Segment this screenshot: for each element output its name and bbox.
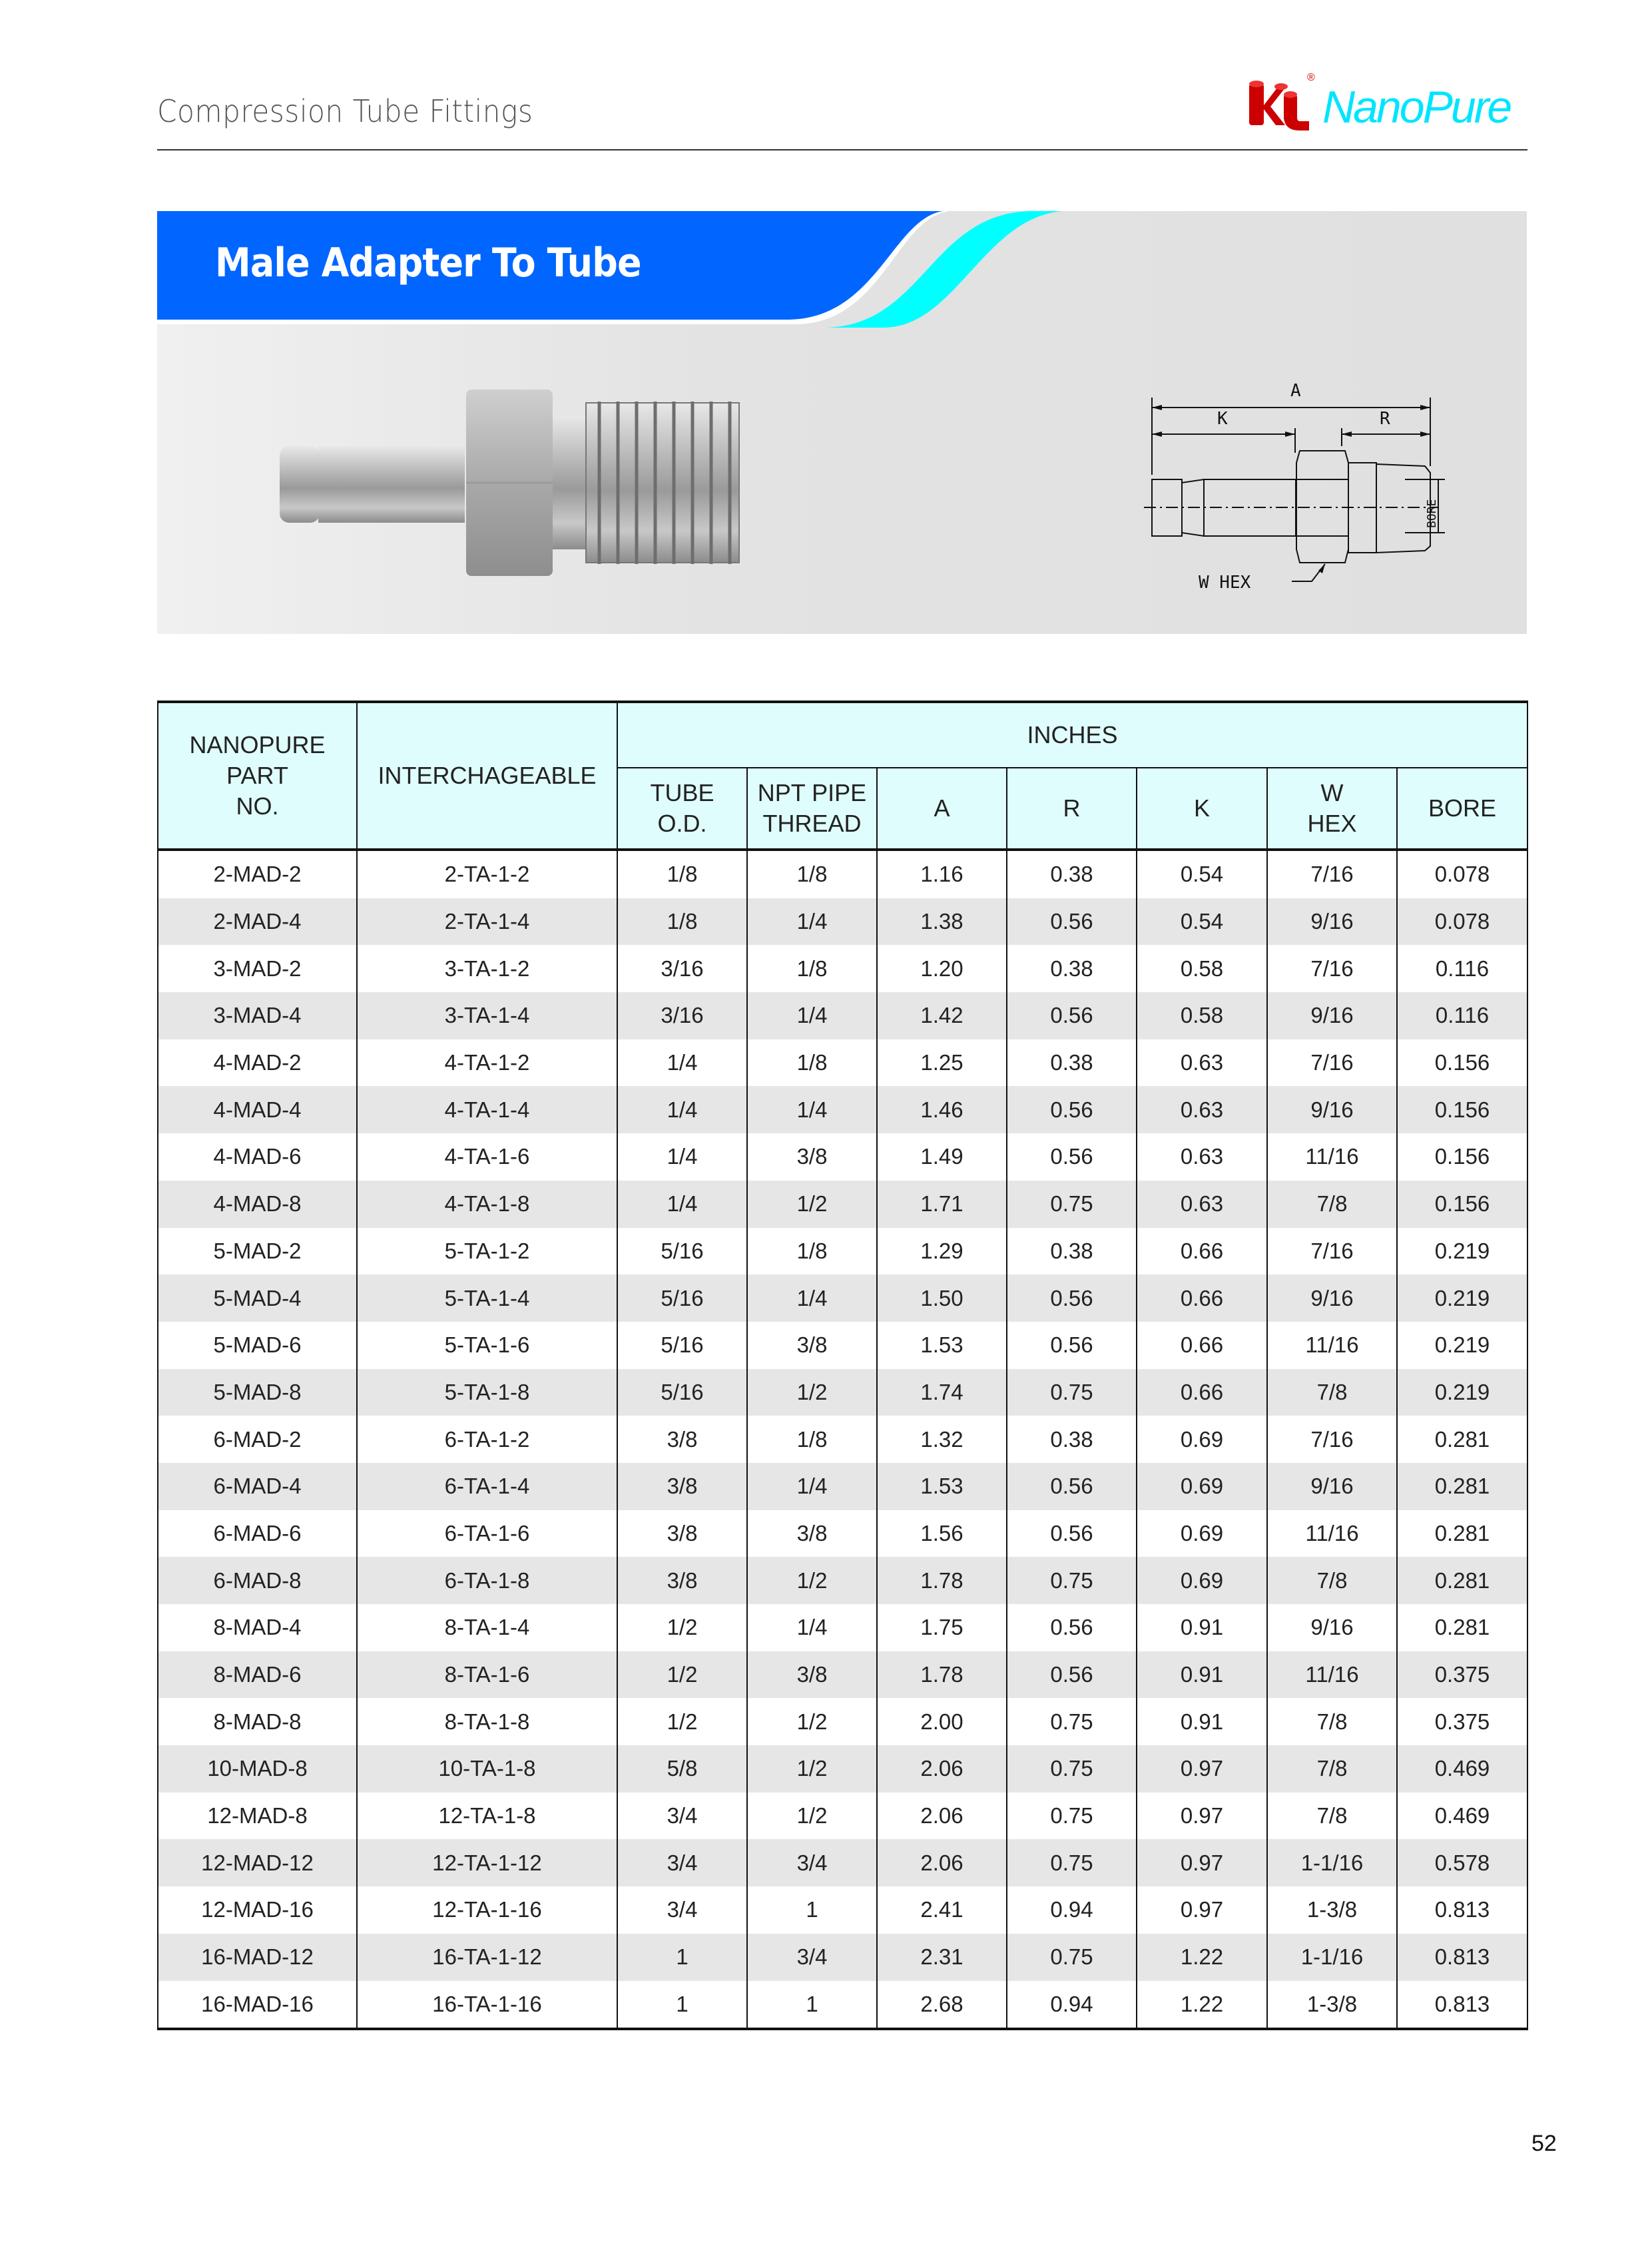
cell-k: 0.66 <box>1137 1228 1267 1275</box>
cell-bore: 0.281 <box>1397 1463 1527 1510</box>
cell-tube-od: 3/8 <box>617 1463 747 1510</box>
table-row <box>158 1557 1527 1604</box>
cell-npt-thread: 3/8 <box>747 1322 877 1369</box>
cell-part-no: 12-MAD-12 <box>158 1839 357 1886</box>
cell-npt-thread: 1/8 <box>747 850 877 898</box>
cell-interchangeable: 16-TA-1-12 <box>357 1934 617 1981</box>
cell-r: 0.56 <box>1007 1086 1137 1133</box>
cell-a: 1.46 <box>877 1086 1007 1133</box>
cell-k: 0.91 <box>1137 1698 1267 1745</box>
page-number: 52 <box>1531 2131 1557 2156</box>
table-row <box>158 1839 1527 1886</box>
cell-tube-od: 5/16 <box>617 1274 747 1322</box>
section-title: Compression Tube Fittings <box>157 93 533 129</box>
cell-bore: 0.281 <box>1397 1510 1527 1557</box>
header-inches: INCHES <box>617 702 1527 768</box>
cell-npt-thread: 3/8 <box>747 1651 877 1699</box>
table-row <box>158 1181 1527 1228</box>
label-a: A <box>1290 381 1301 401</box>
cell-tube-od: 3/8 <box>617 1557 747 1604</box>
cell-bore: 0.219 <box>1397 1274 1527 1322</box>
cell-w-hex: 7/16 <box>1267 945 1397 992</box>
cell-a: 1.25 <box>877 1039 1007 1087</box>
cell-bore: 0.281 <box>1397 1557 1527 1604</box>
cell-k: 0.63 <box>1137 1133 1267 1181</box>
cell-w-hex: 7/8 <box>1267 1369 1397 1416</box>
cell-bore: 0.578 <box>1397 1839 1527 1886</box>
cell-a: 1.20 <box>877 945 1007 992</box>
cell-w-hex: 7/8 <box>1267 1557 1397 1604</box>
cell-bore: 0.078 <box>1397 898 1527 946</box>
cell-part-no: 6-MAD-4 <box>158 1463 357 1510</box>
cell-a: 1.16 <box>877 850 1007 898</box>
cell-r: 0.75 <box>1007 1839 1137 1886</box>
cell-r: 0.56 <box>1007 898 1137 946</box>
cell-a: 2.00 <box>877 1698 1007 1745</box>
table-row <box>158 1086 1527 1133</box>
cell-part-no: 6-MAD-8 <box>158 1557 357 1604</box>
table-row <box>158 1651 1527 1699</box>
cell-w-hex: 9/16 <box>1267 1274 1397 1322</box>
registered-mark: ® <box>1307 72 1315 83</box>
cell-bore: 0.281 <box>1397 1604 1527 1651</box>
cell-a: 2.68 <box>877 1981 1007 2030</box>
table-row <box>158 1793 1527 1840</box>
product-photo <box>266 383 786 583</box>
cell-w-hex: 9/16 <box>1267 898 1397 946</box>
cell-tube-od: 3/8 <box>617 1416 747 1463</box>
cell-k: 0.69 <box>1137 1416 1267 1463</box>
cell-tube-od: 1/8 <box>617 898 747 946</box>
cell-k: 0.63 <box>1137 1039 1267 1087</box>
cell-part-no: 12-MAD-16 <box>158 1886 357 1934</box>
cell-k: 0.66 <box>1137 1369 1267 1416</box>
cell-bore: 0.116 <box>1397 945 1527 992</box>
cell-npt-thread: 1/2 <box>747 1793 877 1840</box>
cell-r: 0.94 <box>1007 1981 1137 2030</box>
cell-interchangeable: 4-TA-1-2 <box>357 1039 617 1087</box>
cell-npt-thread: 1/8 <box>747 945 877 992</box>
cell-a: 1.78 <box>877 1557 1007 1604</box>
spec-table-body <box>158 850 1527 2029</box>
cell-npt-thread: 1/2 <box>747 1557 877 1604</box>
cell-tube-od: 1 <box>617 1934 747 1981</box>
cell-w-hex: 11/16 <box>1267 1133 1397 1181</box>
cell-k: 0.69 <box>1137 1463 1267 1510</box>
cell-interchangeable: 12-TA-1-12 <box>357 1839 617 1886</box>
header-tube-od: TUBE O.D. <box>617 768 747 850</box>
cell-a: 2.41 <box>877 1886 1007 1934</box>
cell-tube-od: 3/4 <box>617 1886 747 1934</box>
cell-r: 0.38 <box>1007 1039 1137 1087</box>
cell-interchangeable: 3-TA-1-2 <box>357 945 617 992</box>
cell-part-no: 5-MAD-4 <box>158 1274 357 1322</box>
cell-part-no: 16-MAD-12 <box>158 1934 357 1981</box>
table-row <box>158 1981 1527 2030</box>
table-row <box>158 1510 1527 1557</box>
table-row <box>158 1039 1527 1087</box>
table-row <box>158 1934 1527 1981</box>
cell-part-no: 12-MAD-8 <box>158 1793 357 1840</box>
cell-r: 0.75 <box>1007 1369 1137 1416</box>
table-row <box>158 850 1527 898</box>
cell-r: 0.38 <box>1007 850 1137 898</box>
cell-a: 1.75 <box>877 1604 1007 1651</box>
cell-interchangeable: 6-TA-1-4 <box>357 1463 617 1510</box>
cell-w-hex: 1-3/8 <box>1267 1886 1397 1934</box>
table-row <box>158 1698 1527 1745</box>
cell-r: 0.75 <box>1007 1934 1137 1981</box>
table-row <box>158 1133 1527 1181</box>
cell-tube-od: 1/2 <box>617 1698 747 1745</box>
cell-part-no: 3-MAD-4 <box>158 992 357 1039</box>
cell-npt-thread: 1/4 <box>747 1604 877 1651</box>
cell-npt-thread: 1/8 <box>747 1039 877 1087</box>
cell-r: 0.75 <box>1007 1745 1137 1793</box>
cell-r: 0.75 <box>1007 1793 1137 1840</box>
cell-r: 0.56 <box>1007 1274 1137 1322</box>
cell-w-hex: 7/16 <box>1267 1416 1397 1463</box>
cell-tube-od: 1/4 <box>617 1133 747 1181</box>
table-row <box>158 1228 1527 1275</box>
header-a: A <box>877 768 1007 850</box>
cell-r: 0.56 <box>1007 1463 1137 1510</box>
cell-w-hex: 11/16 <box>1267 1510 1397 1557</box>
cell-r: 0.56 <box>1007 1604 1137 1651</box>
cell-r: 0.38 <box>1007 945 1137 992</box>
cell-w-hex: 9/16 <box>1267 1463 1397 1510</box>
cell-npt-thread: 1/4 <box>747 1086 877 1133</box>
cell-bore: 0.156 <box>1397 1133 1527 1181</box>
cell-npt-thread: 1/4 <box>747 1463 877 1510</box>
cell-w-hex: 7/16 <box>1267 1039 1397 1087</box>
cell-w-hex: 7/16 <box>1267 1228 1397 1275</box>
cell-tube-od: 1/4 <box>617 1181 747 1228</box>
cell-tube-od: 1/4 <box>617 1039 747 1087</box>
label-k: K <box>1217 409 1228 429</box>
cell-interchangeable: 12-TA-1-16 <box>357 1886 617 1934</box>
cell-a: 2.06 <box>877 1839 1007 1886</box>
cell-k: 0.66 <box>1137 1274 1267 1322</box>
cell-npt-thread: 1/4 <box>747 1274 877 1322</box>
cell-part-no: 5-MAD-8 <box>158 1369 357 1416</box>
cell-interchangeable: 2-TA-1-4 <box>357 898 617 946</box>
cell-a: 2.31 <box>877 1934 1007 1981</box>
cell-tube-od: 3/4 <box>617 1839 747 1886</box>
cell-part-no: 2-MAD-2 <box>158 850 357 898</box>
cell-npt-thread: 1/4 <box>747 992 877 1039</box>
product-title: Male Adapter To Tube <box>215 240 641 286</box>
cell-r: 0.56 <box>1007 1651 1137 1699</box>
cell-bore: 0.156 <box>1397 1039 1527 1087</box>
cell-r: 0.75 <box>1007 1181 1137 1228</box>
cell-a: 2.06 <box>877 1745 1007 1793</box>
header-interchangeable: INTERCHAGEABLE <box>357 702 617 850</box>
cell-k: 0.91 <box>1137 1604 1267 1651</box>
cell-part-no: 16-MAD-16 <box>158 1981 357 2030</box>
cell-bore: 0.469 <box>1397 1793 1527 1840</box>
cell-w-hex: 9/16 <box>1267 1086 1397 1133</box>
label-w-hex: W HEX <box>1199 573 1251 589</box>
table-row <box>158 945 1527 992</box>
header-npt-thread: NPT PIPE THREAD <box>747 768 877 850</box>
cell-npt-thread: 1/8 <box>747 1416 877 1463</box>
cell-k: 0.97 <box>1137 1745 1267 1793</box>
cell-tube-od: 3/16 <box>617 992 747 1039</box>
brand-name: NanoPure <box>1322 82 1511 133</box>
cell-w-hex: 7/8 <box>1267 1793 1397 1840</box>
cell-part-no: 8-MAD-6 <box>158 1651 357 1699</box>
cell-npt-thread: 3/8 <box>747 1133 877 1181</box>
cell-bore: 0.469 <box>1397 1745 1527 1793</box>
cell-bore: 0.219 <box>1397 1369 1527 1416</box>
cell-w-hex: 1-1/16 <box>1267 1934 1397 1981</box>
cell-tube-od: 5/8 <box>617 1745 747 1793</box>
cell-tube-od: 5/16 <box>617 1322 747 1369</box>
header-part-no: NANOPURE PART NO. <box>158 702 357 850</box>
cell-w-hex: 9/16 <box>1267 992 1397 1039</box>
cell-k: 0.97 <box>1137 1886 1267 1934</box>
cell-npt-thread: 1 <box>747 1886 877 1934</box>
cell-a: 1.74 <box>877 1369 1007 1416</box>
cell-bore: 0.156 <box>1397 1181 1527 1228</box>
cell-tube-od: 1/4 <box>617 1086 747 1133</box>
header-divider <box>157 149 1527 150</box>
table-row <box>158 1886 1527 1934</box>
cell-r: 0.56 <box>1007 992 1137 1039</box>
cell-interchangeable: 3-TA-1-4 <box>357 992 617 1039</box>
cell-part-no: 6-MAD-2 <box>158 1416 357 1463</box>
cell-k: 0.97 <box>1137 1793 1267 1840</box>
cell-r: 0.94 <box>1007 1886 1137 1934</box>
cell-interchangeable: 2-TA-1-2 <box>357 850 617 898</box>
cell-part-no: 4-MAD-2 <box>158 1039 357 1087</box>
label-bore: BORE <box>1425 499 1439 528</box>
cell-a: 1.50 <box>877 1274 1007 1322</box>
cell-npt-thread: 1/2 <box>747 1181 877 1228</box>
cell-part-no: 6-MAD-6 <box>158 1510 357 1557</box>
cell-part-no: 2-MAD-4 <box>158 898 357 946</box>
cell-k: 0.58 <box>1137 945 1267 992</box>
cell-k: 0.97 <box>1137 1839 1267 1886</box>
cell-k: 0.54 <box>1137 898 1267 946</box>
cell-part-no: 3-MAD-2 <box>158 945 357 992</box>
cell-bore: 0.219 <box>1397 1322 1527 1369</box>
cell-k: 0.58 <box>1137 992 1267 1039</box>
table-row <box>158 992 1527 1039</box>
cell-tube-od: 5/16 <box>617 1228 747 1275</box>
cell-bore: 0.116 <box>1397 992 1527 1039</box>
header-bore: BORE <box>1397 768 1527 850</box>
cell-part-no: 4-MAD-6 <box>158 1133 357 1181</box>
cell-r: 0.75 <box>1007 1698 1137 1745</box>
cell-npt-thread: 1/2 <box>747 1369 877 1416</box>
cell-interchangeable: 16-TA-1-16 <box>357 1981 617 2030</box>
cell-a: 1.38 <box>877 898 1007 946</box>
cell-k: 0.91 <box>1137 1651 1267 1699</box>
cell-npt-thread: 1/2 <box>747 1745 877 1793</box>
cell-interchangeable: 8-TA-1-6 <box>357 1651 617 1699</box>
cell-npt-thread: 3/8 <box>747 1510 877 1557</box>
cell-interchangeable: 6-TA-1-6 <box>357 1510 617 1557</box>
cell-interchangeable: 4-TA-1-4 <box>357 1086 617 1133</box>
table-row <box>158 898 1527 946</box>
cell-part-no: 8-MAD-4 <box>158 1604 357 1651</box>
cell-npt-thread: 1/2 <box>747 1698 877 1745</box>
cell-tube-od: 1 <box>617 1981 747 2030</box>
cell-tube-od: 5/16 <box>617 1369 747 1416</box>
cell-interchangeable: 8-TA-1-4 <box>357 1604 617 1651</box>
cell-tube-od: 3/4 <box>617 1793 747 1840</box>
cell-r: 0.56 <box>1007 1322 1137 1369</box>
table-row <box>158 1369 1527 1416</box>
cell-k: 0.54 <box>1137 850 1267 898</box>
table-row <box>158 1745 1527 1793</box>
cell-tube-od: 1/2 <box>617 1651 747 1699</box>
table-row <box>158 1604 1527 1651</box>
cell-r: 0.38 <box>1007 1416 1137 1463</box>
cell-k: 1.22 <box>1137 1934 1267 1981</box>
table-row <box>158 1322 1527 1369</box>
cell-w-hex: 9/16 <box>1267 1604 1397 1651</box>
cell-w-hex: 7/16 <box>1267 850 1397 898</box>
cell-w-hex: 1-3/8 <box>1267 1981 1397 2030</box>
dimension-drawing <box>1125 370 1445 589</box>
cell-a: 1.56 <box>877 1510 1007 1557</box>
cell-r: 0.56 <box>1007 1133 1137 1181</box>
cell-part-no: 5-MAD-6 <box>158 1322 357 1369</box>
cell-bore: 0.813 <box>1397 1934 1527 1981</box>
cell-part-no: 4-MAD-8 <box>158 1181 357 1228</box>
cell-a: 1.78 <box>877 1651 1007 1699</box>
cell-bore: 0.375 <box>1397 1651 1527 1699</box>
cell-interchangeable: 6-TA-1-2 <box>357 1416 617 1463</box>
cell-w-hex: 11/16 <box>1267 1651 1397 1699</box>
cell-k: 1.22 <box>1137 1981 1267 2030</box>
label-r: R <box>1380 409 1390 429</box>
cell-bore: 0.281 <box>1397 1416 1527 1463</box>
cell-a: 1.29 <box>877 1228 1007 1275</box>
header-r: R <box>1007 768 1137 850</box>
cell-bore: 0.219 <box>1397 1228 1527 1275</box>
cell-interchangeable: 4-TA-1-8 <box>357 1181 617 1228</box>
cell-r: 0.38 <box>1007 1228 1137 1275</box>
cell-r: 0.75 <box>1007 1557 1137 1604</box>
cell-a: 1.42 <box>877 992 1007 1039</box>
cell-w-hex: 7/8 <box>1267 1698 1397 1745</box>
cell-interchangeable: 6-TA-1-8 <box>357 1557 617 1604</box>
cell-part-no: 4-MAD-4 <box>158 1086 357 1133</box>
cell-tube-od: 1/2 <box>617 1604 747 1651</box>
cell-bore: 0.813 <box>1397 1886 1527 1934</box>
cell-k: 0.66 <box>1137 1322 1267 1369</box>
cell-interchangeable: 5-TA-1-6 <box>357 1322 617 1369</box>
cell-interchangeable: 5-TA-1-8 <box>357 1369 617 1416</box>
cell-a: 2.06 <box>877 1793 1007 1840</box>
cell-bore: 0.156 <box>1397 1086 1527 1133</box>
cell-interchangeable: 10-TA-1-8 <box>357 1745 617 1793</box>
cell-bore: 0.813 <box>1397 1981 1527 2030</box>
cell-a: 1.71 <box>877 1181 1007 1228</box>
cell-k: 0.63 <box>1137 1086 1267 1133</box>
cell-tube-od: 3/16 <box>617 945 747 992</box>
spec-table <box>157 701 1528 2030</box>
header-w-hex: W HEX <box>1267 768 1397 850</box>
cell-a: 1.32 <box>877 1416 1007 1463</box>
cell-bore: 0.078 <box>1397 850 1527 898</box>
cell-npt-thread: 3/4 <box>747 1839 877 1886</box>
cell-npt-thread: 1/4 <box>747 898 877 946</box>
cell-interchangeable: 5-TA-1-4 <box>357 1274 617 1322</box>
cell-a: 1.53 <box>877 1463 1007 1510</box>
cell-npt-thread: 1 <box>747 1981 877 2030</box>
table-row <box>158 1416 1527 1463</box>
cell-interchangeable: 4-TA-1-6 <box>357 1133 617 1181</box>
cell-r: 0.56 <box>1007 1510 1137 1557</box>
cell-npt-thread: 1/8 <box>747 1228 877 1275</box>
cell-interchangeable: 12-TA-1-8 <box>357 1793 617 1840</box>
brand-logo <box>1244 72 1530 139</box>
cell-a: 1.53 <box>877 1322 1007 1369</box>
cell-w-hex: 7/8 <box>1267 1745 1397 1793</box>
cell-a: 1.49 <box>877 1133 1007 1181</box>
cell-interchangeable: 5-TA-1-2 <box>357 1228 617 1275</box>
header-k: K <box>1137 768 1267 850</box>
cell-interchangeable: 8-TA-1-8 <box>357 1698 617 1745</box>
cell-w-hex: 7/8 <box>1267 1181 1397 1228</box>
cell-part-no: 5-MAD-2 <box>158 1228 357 1275</box>
cell-bore: 0.375 <box>1397 1698 1527 1745</box>
cell-k: 0.63 <box>1137 1181 1267 1228</box>
cell-k: 0.69 <box>1137 1510 1267 1557</box>
cell-part-no: 10-MAD-8 <box>158 1745 357 1793</box>
cell-tube-od: 3/8 <box>617 1510 747 1557</box>
table-row <box>158 1463 1527 1510</box>
cell-npt-thread: 3/4 <box>747 1934 877 1981</box>
cell-k: 0.69 <box>1137 1557 1267 1604</box>
cell-w-hex: 1-1/16 <box>1267 1839 1397 1886</box>
table-row <box>158 1274 1527 1322</box>
cell-w-hex: 11/16 <box>1267 1322 1397 1369</box>
cell-part-no: 8-MAD-8 <box>158 1698 357 1745</box>
cell-tube-od: 1/8 <box>617 850 747 898</box>
